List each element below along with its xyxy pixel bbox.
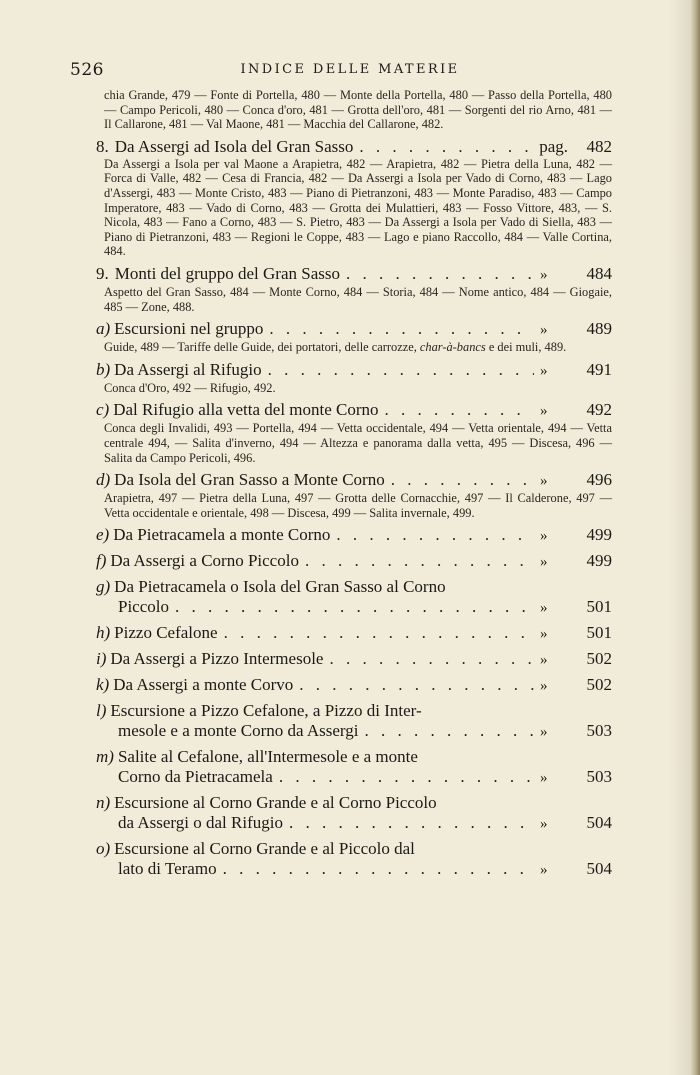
entry-title: Escursioni nel gruppo	[114, 319, 264, 339]
entry-title: Da Pietracamela a monte Corno	[113, 525, 331, 545]
sub-text: Guide, 489 — Tariffe delle Guide, dei portatori, delle carrozze,	[104, 340, 420, 355]
entry-letter: e)	[96, 525, 110, 545]
entry-ref	[540, 859, 612, 880]
leader-dots	[329, 649, 534, 669]
leader-dots	[336, 525, 534, 545]
page-edge	[690, 0, 700, 1075]
entry-title: Da Pietracamela o Isola del Gran Sasso al Corno	[114, 577, 446, 597]
index-entry-d	[96, 470, 612, 491]
entry-title: Escursione a Pizzo Cefalone, a Pizzo di Inter-	[110, 701, 422, 721]
leader-dots	[269, 319, 534, 339]
entry-title-line	[96, 747, 612, 767]
entry-letter: f)	[96, 551, 107, 571]
leader-dots	[346, 264, 534, 284]
entry-letter: n)	[96, 793, 111, 813]
leader-dots	[305, 551, 534, 571]
ditto-mark: »	[540, 862, 548, 879]
index-content	[96, 88, 612, 880]
entry-subentries: Da Assergi a Isola per val Maone a Arapietra, 482 — Arapietra, 482 — Pietra della Luna, 482 — Forca di Valle, 482 — Cesa di Francia, 482 — Da Assergi a Isola per Vado di Corno, 483 — Lago d'Assergi, 483 — Monte Cristo, 483 — Piano di Pietranzoni, 483 — Monte Paradiso, 483 — Campo Imperatore, 483 — Vado di Corno, 483 — Grotta dei Mulattieri, 483 — Fosso Vittore, 483, — S. Nicola, 483 — Fano a Corno, 483 — S. Pietro, 483 — Da Assergi a Isola per Vado di Siella, 483 — Piano di Pietranzoni, 483 — Regioni le Coppe, 483 — Lago e piano Raccollo, 484 — Valle Cortina, 484.	[104, 156, 612, 259]
entry-title-line	[96, 859, 612, 880]
entry-ref	[540, 649, 612, 670]
page-shade	[668, 0, 690, 1075]
entry-letter: m)	[96, 747, 114, 767]
entry-title-continued: Corno da Pietracamela	[118, 767, 273, 787]
entry-title-line	[96, 721, 612, 742]
entry-title: Da Assergi ad Isola del Gran Sasso	[114, 136, 354, 156]
entry-title-continued: lato di Teramo	[118, 859, 217, 879]
entry-letter: o)	[96, 839, 111, 859]
entry-subentries: Conca degli Invalidi, 493 — Portella, 494 — Vetta occidentale, 494 — Vetta orientale, 494 — Vetta centrale 494, — Salita d'inverno, 494 — Altezza e panorama dalla vetta, 495 — Discesa, 496 — Salita da Campo Pericoli, 496.	[104, 421, 612, 465]
ditto-mark: »	[540, 652, 548, 669]
entry-ref	[540, 767, 612, 788]
ditto-mark: »	[540, 600, 548, 617]
ditto-mark: »	[540, 322, 548, 339]
entry-page: 499	[586, 551, 612, 571]
entry-title: Da Assergi a monte Corvo	[113, 675, 294, 695]
index-entry-n	[96, 793, 612, 834]
entry-page: 502	[586, 649, 612, 669]
index-entry-k	[96, 675, 612, 696]
entry-title: Da Assergi a Pizzo Intermesole	[110, 649, 324, 669]
entry-page: 502	[586, 675, 612, 695]
leader-dots	[223, 859, 534, 879]
entry-title: Dal Rifugio alla vetta del monte Corno	[113, 400, 379, 420]
ditto-mark: »	[540, 626, 548, 643]
intro-subentries: chia Grande, 479 — Fonte di Portella, 480 — Monte della Portella, 480 — Passo della Portella, 480 — Campo Pericoli, 480 — Conca d'oro, 481 — Grotta dell'oro, 481 — Sorgenti del rio Arno, 481 — Il Callarone, 481 — Val Maone, 481 — Macchia del Callarone, 482.	[104, 88, 612, 132]
ditto-mark: »	[540, 266, 548, 283]
entry-letter: b)	[96, 359, 111, 379]
entry-subentries: Conca d'Oro, 492 — Rifugio, 492.	[104, 380, 276, 395]
leader-dots	[391, 470, 534, 490]
entry-subentries: Aspetto del Gran Sasso, 484 — Monte Corno, 484 — Storia, 484 — Nome antico, 484 — Giogaie, 485 — Zone, 488.	[104, 284, 612, 314]
ditto-mark: »	[540, 816, 548, 833]
entry-letter: a)	[96, 319, 111, 339]
entry-letter: l)	[96, 701, 107, 721]
ditto-mark: »	[540, 554, 548, 571]
leader-dots	[289, 813, 534, 833]
entry-ref	[540, 470, 612, 491]
ditto-mark: »	[540, 528, 548, 545]
entry-title: Salite al Cefalone, all'Intermesole e a monte	[117, 747, 418, 767]
index-entry-m	[96, 747, 612, 788]
index-entry-b	[96, 360, 612, 381]
entry-title-line	[96, 767, 612, 788]
index-entry-g	[96, 577, 612, 618]
entry-title-line	[96, 793, 612, 813]
entry-page: 501	[586, 623, 612, 643]
index-entry-f	[96, 551, 612, 572]
ditto-mark: »	[540, 678, 548, 695]
entry-page: 504	[586, 859, 612, 879]
index-entry-l	[96, 701, 612, 742]
ditto-mark: »	[540, 473, 548, 490]
entry-title: Da Assergi al Rifugio	[114, 359, 262, 379]
leader-dots	[385, 400, 534, 420]
index-entry-h	[96, 623, 612, 644]
entry-ref	[540, 319, 612, 340]
entry-page: 489	[586, 319, 612, 339]
entry-letter: k)	[96, 675, 110, 695]
entry-title: Monti del gruppo del Gran Sasso	[114, 263, 340, 283]
entry-page: 491	[586, 359, 612, 379]
entry-ref	[540, 721, 612, 742]
index-entry-c	[96, 400, 612, 421]
entry-ref	[540, 264, 612, 285]
entry-page: 482	[586, 136, 612, 156]
entry-page: 496	[586, 470, 612, 490]
entry-subentries	[104, 340, 612, 355]
entry-page: 484	[586, 263, 612, 283]
leader-dots	[279, 767, 534, 787]
index-entry-i	[96, 649, 612, 670]
ditto-mark: »	[540, 362, 548, 379]
entry-title: Da Isola del Gran Sasso a Monte Corno	[114, 470, 385, 490]
entry-title: Escursione al Corno Grande e al Piccolo dal	[114, 839, 415, 859]
entry-ref	[540, 813, 612, 834]
entry-title-line	[96, 701, 612, 721]
entry-letter: c)	[96, 400, 110, 420]
sub-text: e dei muli, 489.	[485, 340, 567, 355]
entry-page: 503	[586, 721, 612, 741]
index-entry-9	[96, 264, 612, 285]
entry-letter: i)	[96, 649, 107, 669]
leader-dots	[175, 597, 534, 617]
leader-dots	[224, 623, 534, 643]
entry-ref	[540, 360, 612, 381]
ditto-mark: »	[540, 724, 548, 741]
entry-ref	[540, 525, 612, 546]
entry-number: 8.	[96, 136, 109, 156]
entry-title-continued: Piccolo	[118, 597, 169, 617]
index-entry-o	[96, 839, 612, 880]
entry-number: 9.	[96, 263, 109, 283]
entry-title: Da Assergi a Corno Piccolo	[110, 551, 299, 571]
leader-dots	[364, 721, 534, 741]
index-entry-a	[96, 319, 612, 340]
entry-letter: d)	[96, 470, 111, 490]
ditto-mark: »	[540, 403, 548, 420]
leader-dots	[299, 675, 534, 695]
entry-page: 499	[586, 525, 612, 545]
entry-letter: h)	[96, 623, 111, 643]
entry-title-line	[96, 597, 612, 618]
running-title: INDICE DELLE MATERIE	[240, 62, 460, 77]
leader-dots	[268, 360, 534, 380]
entry-title-continued: mesole e a monte Corno da Assergi	[118, 721, 359, 741]
entry-page: 504	[586, 813, 612, 833]
entry-ref	[540, 597, 612, 618]
page-header	[70, 60, 630, 84]
entry-title: Escursione al Corno Grande e al Corno Piccolo	[114, 793, 437, 813]
entry-ref	[540, 400, 612, 421]
entry-title: Pizzo Cefalone	[114, 623, 218, 643]
index-entry-e	[96, 525, 612, 546]
entry-ref	[539, 137, 612, 157]
entry-letter: g)	[96, 577, 111, 597]
sub-italic-text: char-à-bancs	[419, 340, 486, 355]
leader-dots	[359, 137, 533, 157]
entry-ref	[540, 675, 612, 696]
page-number: 526	[70, 60, 104, 80]
entry-page: 503	[586, 767, 612, 787]
index-entry-8	[96, 137, 612, 157]
entry-title-line	[96, 839, 612, 859]
page-label: pag.	[539, 136, 568, 156]
entry-page: 492	[586, 400, 612, 420]
entry-ref	[540, 623, 612, 644]
entry-title-line	[96, 813, 612, 834]
ditto-mark: »	[540, 770, 548, 787]
entry-subentries: Arapietra, 497 — Pietra della Luna, 497 — Grotta delle Cornacchie, 497 — Il Calderone, 497 — Vetta occidentale e orientale, 498 — Discesa, 499 — Salita invernale, 499.	[104, 491, 612, 520]
entry-page: 501	[586, 597, 612, 617]
entry-ref	[540, 551, 612, 572]
entry-title-continued: da Assergi o dal Rifugio	[118, 813, 283, 833]
entry-title-line	[96, 577, 612, 597]
